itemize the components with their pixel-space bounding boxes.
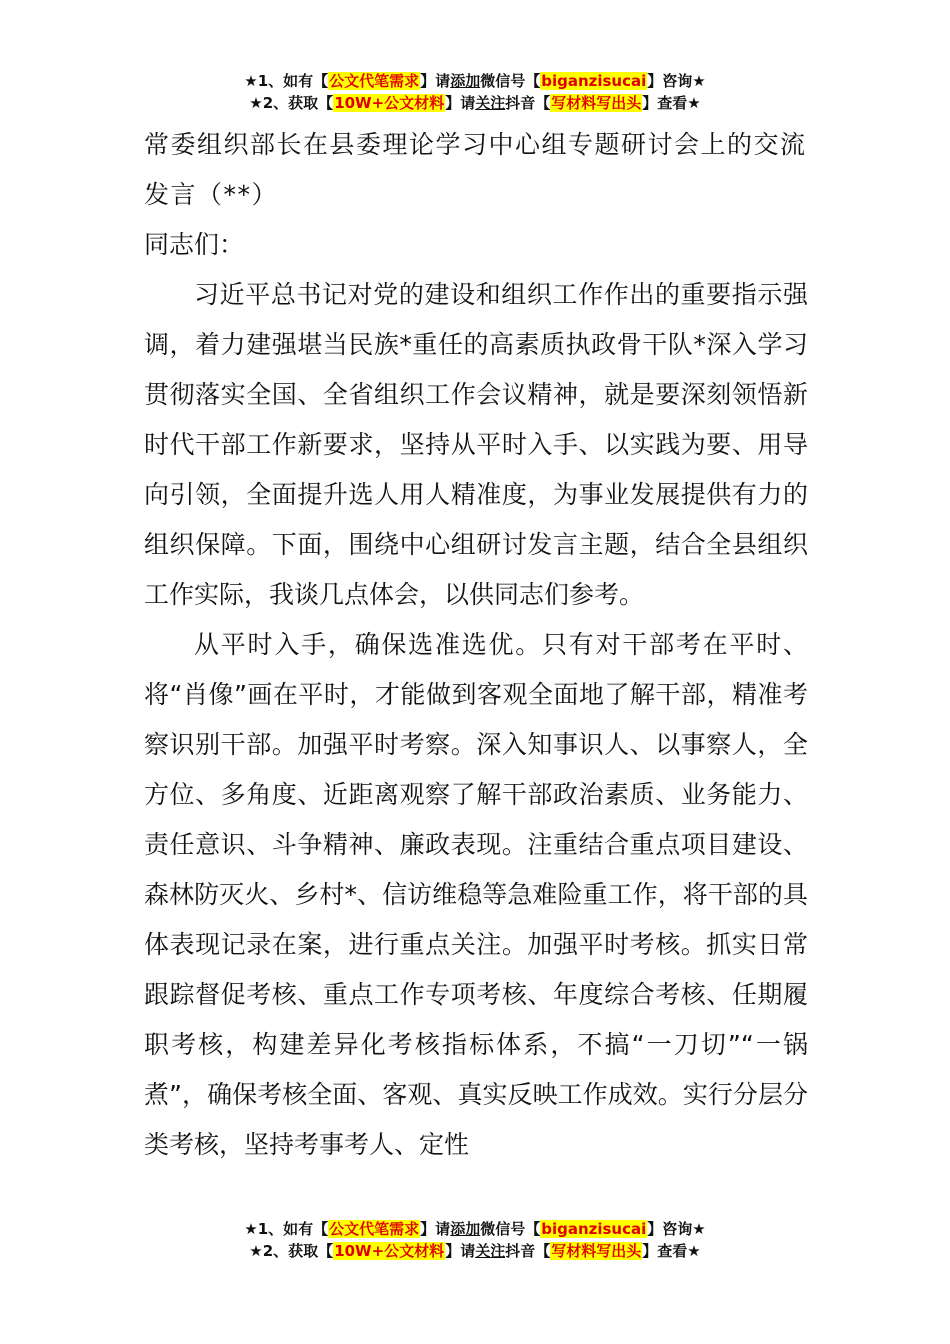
promo-highlight: 公文代笔需求	[329, 1220, 420, 1238]
promo-underlined: 添加	[450, 1220, 481, 1238]
document-title: 常委组织部长在县委理论学习中心组专题研讨会上的交流发言（**）	[144, 130, 807, 209]
promo-text: 】请	[420, 1220, 451, 1238]
promo-text: 微信号【	[480, 72, 541, 90]
promo-line-1	[0, 70, 950, 92]
promo-underlined: 关注	[475, 94, 506, 112]
promo-text: ★2、获取【	[249, 94, 334, 112]
promo-line-2	[0, 92, 950, 114]
promo-underlined: 关注	[475, 1242, 506, 1260]
promo-text: ★2、获取【	[249, 1242, 334, 1260]
promo-text: 】请	[445, 1242, 476, 1260]
salutation: 同志们：	[144, 230, 245, 259]
promo-text: 】查看★	[642, 1242, 701, 1260]
promo-line-1	[0, 1218, 950, 1240]
promo-text: 】咨询★	[647, 1220, 706, 1238]
promo-text: 抖音【	[505, 94, 551, 112]
promo-highlight: biganzisucai	[541, 1220, 647, 1238]
promo-text: 】咨询★	[647, 72, 706, 90]
promo-text: ★1、如有【	[244, 72, 329, 90]
promo-highlight: biganzisucai	[541, 72, 647, 90]
promo-line-2	[0, 1240, 950, 1262]
promo-text: 】请	[420, 72, 451, 90]
promo-highlight: 写材料写出头	[551, 94, 642, 112]
promo-text: 】查看★	[642, 94, 701, 112]
paragraph: 从平时入手，确保选准选优。只有对干部考在平时、将“肖像”画在平时，才能做到客观全面地了解干部，精准考察识别干部。加强平时考察。深入知事识人、以事察人，全方位、多角度、近距离观察了解干部政治素质、业务能力、责任意识、斗争精神、廉政表现。注重结合重点项目建设、森林防灭火、乡村*、信访维稳等急难险重工作，将干部的具体表现记录在案，进行重点关注。加强平时考核。抓实日常跟踪督促考核、重点工作专项考核、年度综合考核、任期履职考核，构建差异化考核指标体系，不搞“一刀切”“一锅煮”，确保考核全面、客观、真实反映工作成效。实行分层分类考核，坚持考事考人、定性	[144, 630, 808, 1159]
promo-text: ★1、如有【	[244, 1220, 329, 1238]
promo-banner-top	[0, 70, 950, 114]
paragraph: 习近平总书记对党的建设和组织工作作出的重要指示强调，着力建强堪当民族*重任的高素质执政骨干队*深入学习贯彻落实全国、全省组织工作会议精神，就是要深刻领悟新时代干部工作新要求，坚持从平时入手、以实践为要、用导向引领，全面提升选人用人精准度，为事业发展提供有力的组织保障。下面，围绕中心组研讨发言主题，结合全县组织工作实际，我谈几点体会，以供同志们参考。	[144, 280, 808, 609]
promo-underlined: 添加	[450, 72, 481, 90]
promo-banner-bottom	[0, 1218, 950, 1262]
promo-highlight: 10W+公文材料	[334, 1242, 445, 1260]
document-body	[144, 120, 808, 1170]
promo-text: 抖音【	[505, 1242, 551, 1260]
promo-highlight: 公文代笔需求	[329, 72, 420, 90]
promo-highlight: 写材料写出头	[551, 1242, 642, 1260]
promo-highlight: 10W+公文材料	[334, 94, 445, 112]
promo-text: 】请	[445, 94, 476, 112]
promo-text: 微信号【	[480, 1220, 541, 1238]
